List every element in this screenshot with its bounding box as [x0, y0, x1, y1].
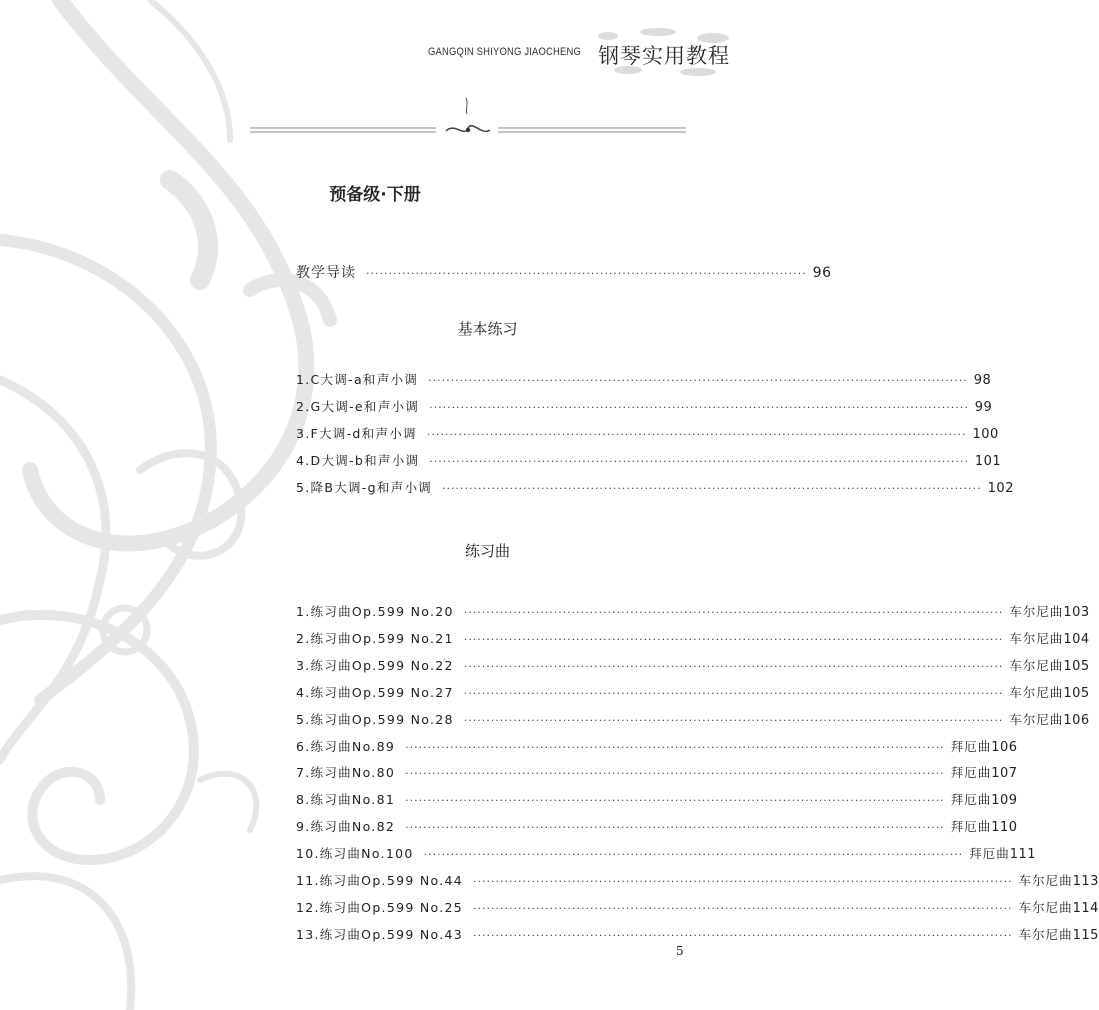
toc-row[interactable] [296, 602, 1090, 622]
toc-label: 7.练习曲No.80 [296, 765, 396, 781]
toc-label: 2.练习曲Op.599 No.21 [296, 630, 454, 646]
toc-page: 114 [1072, 900, 1099, 916]
toc-composer: 车尔尼曲 [1009, 657, 1064, 673]
leader-dots: ························································································································ [429, 401, 969, 414]
leader-dots: ························································································································ [463, 686, 1004, 700]
book-title: 预备级·下册 [329, 185, 421, 205]
toc-row[interactable] [296, 817, 1018, 837]
toc-page: 98 [973, 373, 992, 388]
toc-composer: 拜厄曲 [969, 846, 1010, 862]
toc-label: 8.练习曲No.81 [296, 792, 396, 808]
toc-label: 12.练习曲Op.599 No.25 [296, 899, 464, 915]
leader-dots: ························································································································ [473, 875, 1013, 888]
leader-dots: ························································································································ [463, 632, 1004, 646]
section-title-basic: 基本练习 [457, 320, 518, 338]
toc-composer: 车尔尼曲 [1018, 926, 1073, 942]
toc-label: 6.练习曲No.89 [296, 738, 396, 754]
leader-dots: ························································································································ [423, 848, 964, 862]
toc-row[interactable] [296, 790, 1018, 810]
toc-page: 102 [987, 481, 1014, 496]
leader-dots: ························································································································ [473, 901, 1013, 915]
toc-row-intro[interactable] [296, 262, 832, 282]
toc-label: 4.D大调-b和声小调 [296, 453, 420, 468]
toc-row[interactable] [296, 451, 1002, 471]
section-title-etudes: 练习曲 [464, 542, 510, 560]
toc-row[interactable] [296, 737, 1018, 757]
toc-row[interactable] [296, 424, 999, 444]
toc-composer: 车尔尼曲 [1009, 604, 1064, 619]
toc-row[interactable] [296, 871, 1099, 891]
toc-label: 11.练习曲Op.599 No.44 [296, 873, 464, 888]
toc-row[interactable] [296, 844, 1037, 864]
toc-composer: 车尔尼曲 [1018, 899, 1073, 915]
toc-page: 104 [1063, 631, 1090, 647]
toc-composer: 拜厄曲 [950, 819, 992, 835]
toc-label: 2.G大调-e和声小调 [296, 399, 420, 414]
toc-row[interactable] [296, 478, 1014, 498]
toc-label: 9.练习曲No.82 [296, 819, 396, 835]
leader-dots: ························································································································ [463, 606, 1004, 619]
toc-composer: 拜厄曲 [950, 792, 992, 808]
toc-composer: 车尔尼曲 [1009, 684, 1064, 700]
toc-page: 106 [991, 739, 1018, 755]
leader-dots: ························································································································ [463, 713, 1004, 727]
leader-dots: ························································································································ [473, 928, 1013, 942]
toc-row[interactable] [296, 656, 1090, 676]
toc-composer: 车尔尼曲 [1009, 711, 1064, 727]
toc-page: 105 [1063, 685, 1090, 701]
series-title-cn: 钢琴实用教程 [598, 44, 730, 68]
leader-dots: ·································································································· [366, 267, 807, 280]
toc-page: 99 [974, 400, 993, 415]
ornament-sprig-icon [462, 98, 472, 114]
toc-label: 5.降B大调-g和声小调 [296, 480, 433, 495]
leader-dots: ························································································································ [442, 482, 982, 495]
leader-dots: ························································································································ [429, 455, 969, 468]
toc-label: 5.练习曲Op.599 No.28 [296, 711, 454, 727]
toc-row[interactable] [296, 898, 1099, 918]
toc-page: 105 [1063, 658, 1090, 674]
toc-row[interactable] [296, 370, 992, 390]
toc-page: 109 [991, 793, 1018, 809]
leader-dots: ························································································································ [405, 767, 945, 781]
toc-label: 1.练习曲Op.599 No.20 [296, 604, 454, 619]
toc-page: 113 [1072, 874, 1099, 889]
leader-dots: ························································································································ [428, 374, 968, 387]
toc-composer: 拜厄曲 [950, 765, 992, 781]
toc-row[interactable] [296, 710, 1090, 730]
toc-page: 103 [1063, 605, 1090, 620]
toc-page: 107 [991, 766, 1018, 782]
leader-dots: ························································································································ [405, 821, 945, 835]
toc-label: 3.练习曲Op.599 No.22 [296, 657, 454, 673]
leader-dots: ························································································································ [405, 740, 945, 754]
toc-page: 110 [991, 820, 1018, 836]
toc-label: 13.练习曲Op.599 No.43 [296, 926, 464, 942]
series-title-latin: GANGQIN SHIYONG JIAOCHENG [428, 46, 582, 58]
ornamental-divider [250, 122, 686, 138]
toc-composer: 车尔尼曲 [1009, 630, 1064, 646]
toc-page: 101 [974, 454, 1002, 469]
toc-composer: 拜厄曲 [950, 738, 992, 754]
leader-dots: ························································································································ [405, 794, 945, 808]
toc-label: 1.C大调-a和声小调 [296, 372, 419, 387]
page-number: 5 [676, 944, 684, 958]
toc-page: 106 [1063, 712, 1090, 728]
toc-label: 教学导读 [296, 265, 356, 281]
toc-row[interactable] [296, 397, 993, 417]
leader-dots: ························································································································ [426, 428, 967, 441]
toc-page: 111 [1009, 847, 1037, 863]
toc-row[interactable] [296, 683, 1090, 703]
toc-label: 3.F大调-d和声小调 [296, 426, 417, 441]
toc-page: 115 [1072, 927, 1099, 943]
toc-row[interactable] [296, 925, 1099, 945]
toc-row[interactable] [296, 629, 1090, 649]
toc-composer: 车尔尼曲 [1018, 873, 1073, 888]
toc-page: 96 [812, 265, 832, 281]
leader-dots: ························································································································ [463, 659, 1004, 673]
toc-page: 100 [972, 427, 999, 442]
toc-label: 4.练习曲Op.599 No.27 [296, 684, 454, 700]
toc-label: 10.练习曲No.100 [296, 846, 414, 862]
toc-row[interactable] [296, 763, 1018, 783]
